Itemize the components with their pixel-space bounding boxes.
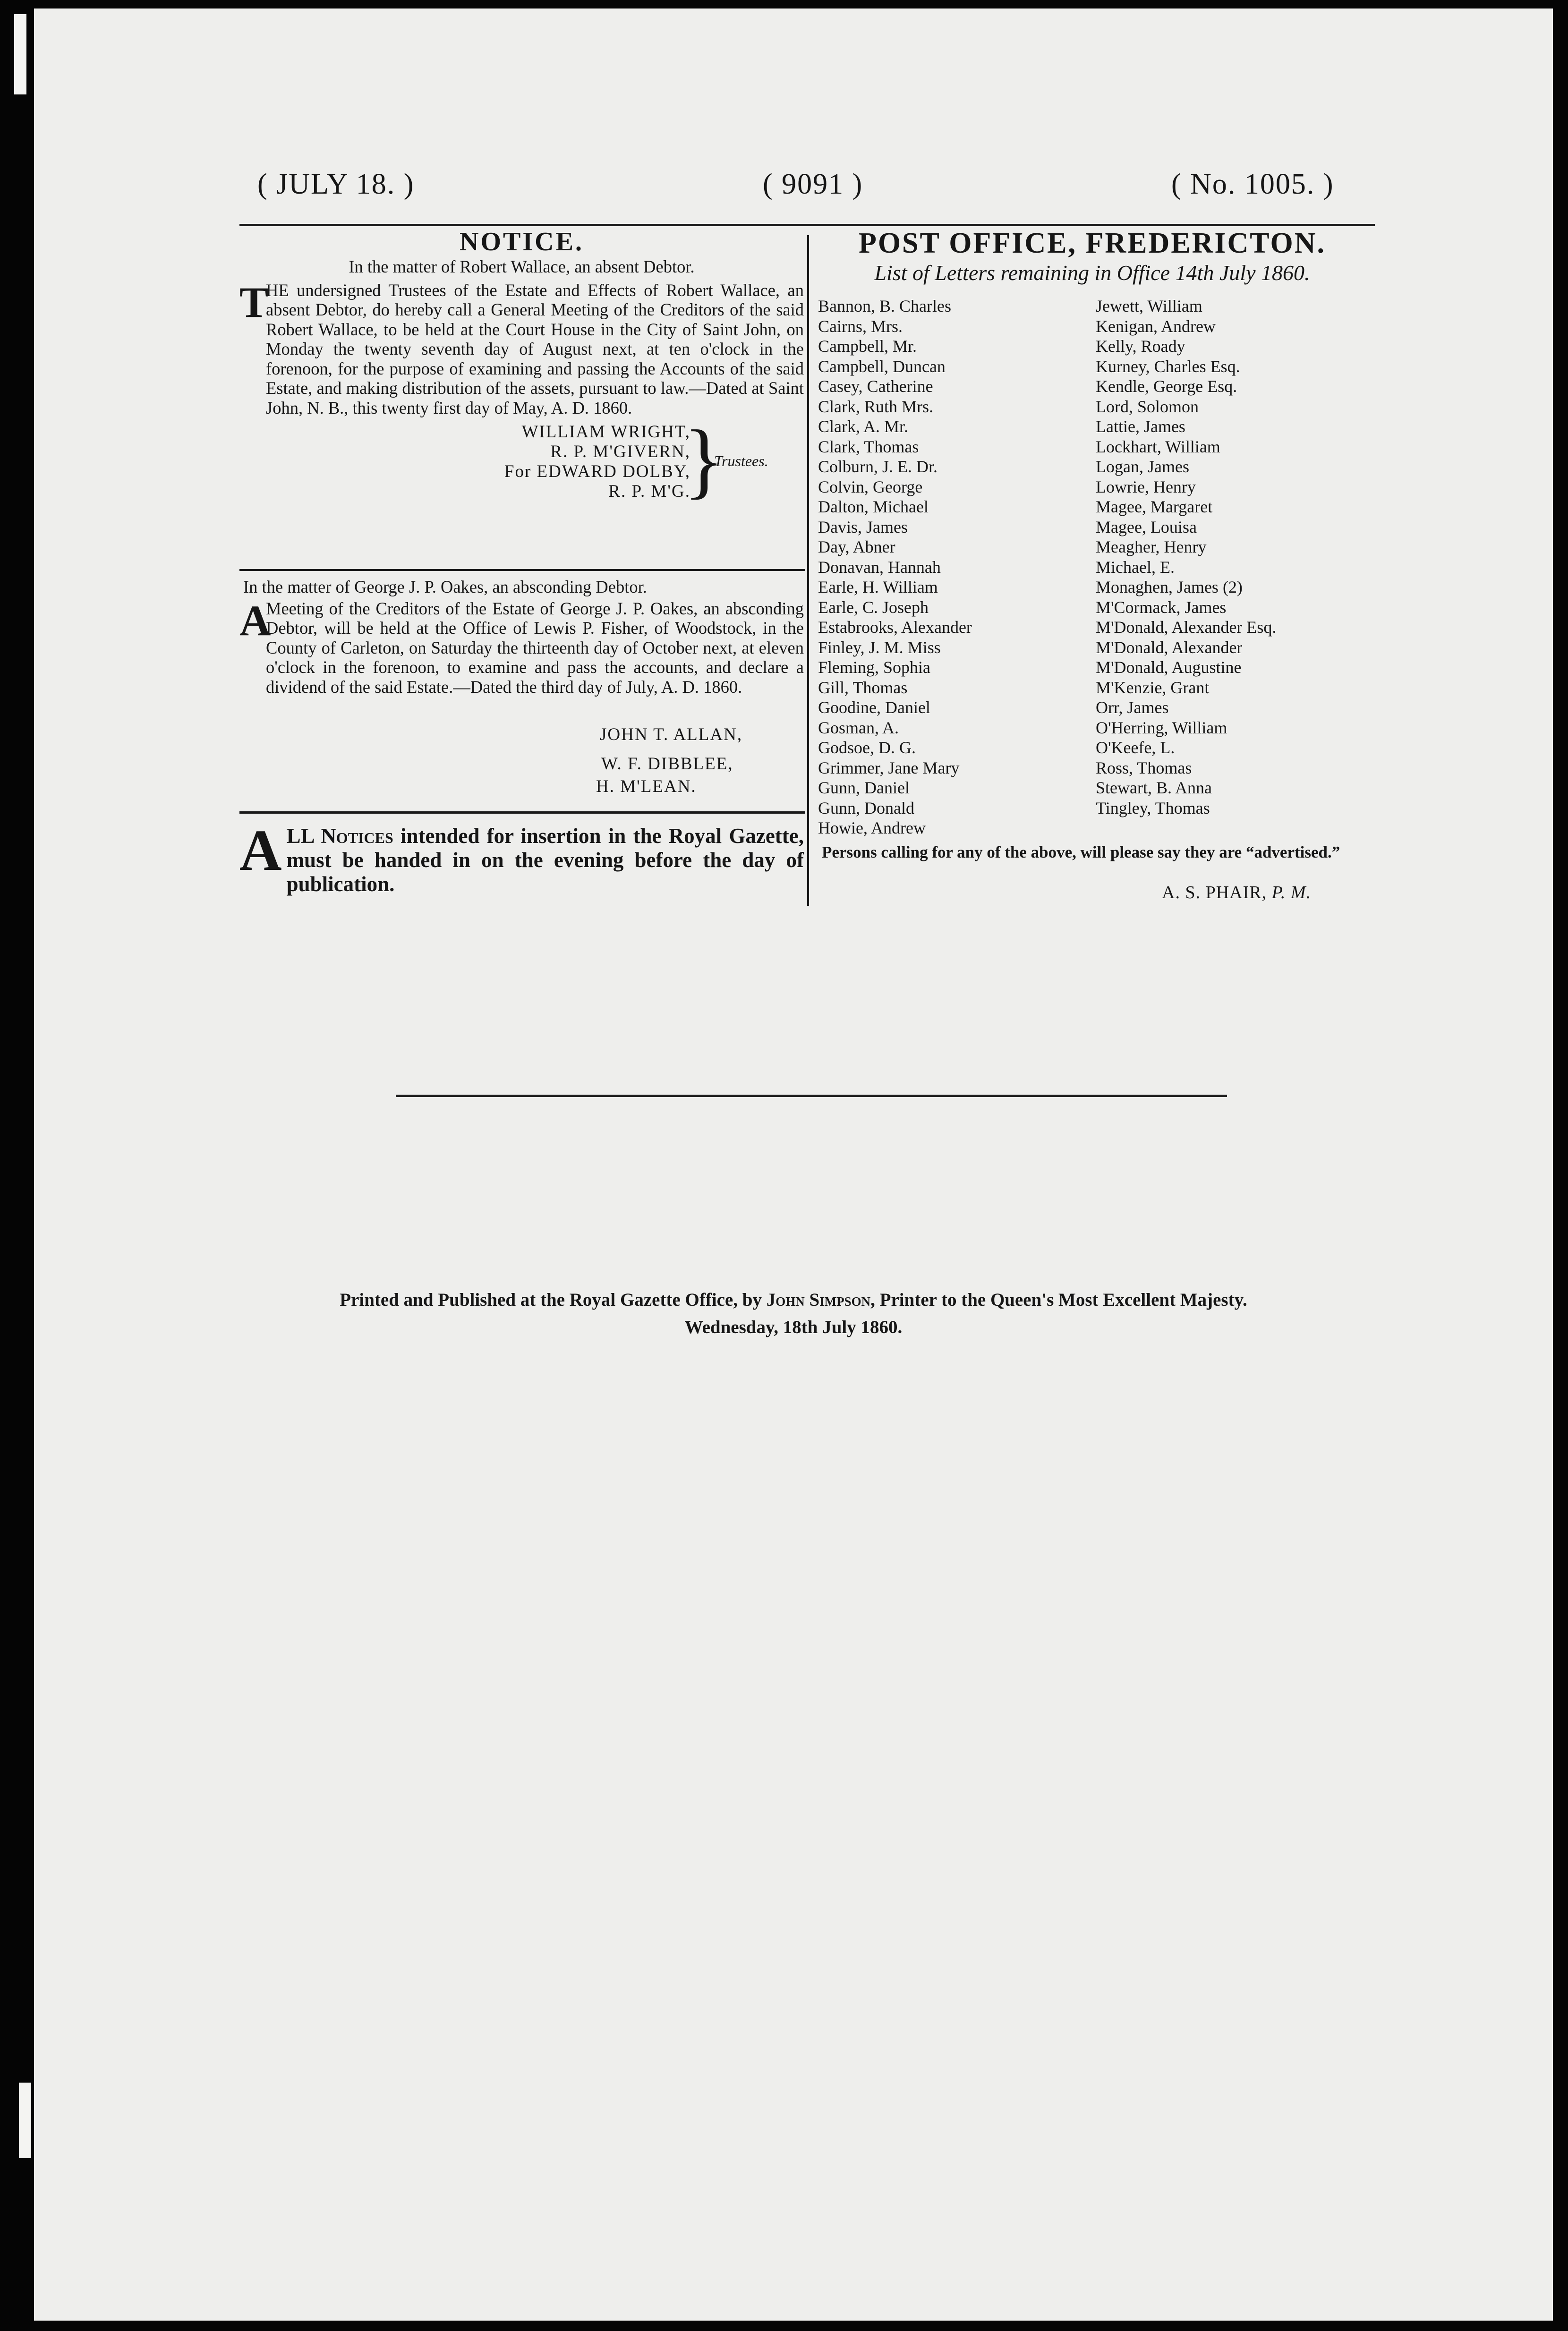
left-column [239, 227, 804, 507]
letter-recipient: M'Donald, Alexander [1096, 638, 1243, 657]
letter-recipient: Tingley, Thomas [1096, 798, 1210, 817]
letters-list-right [1096, 296, 1276, 818]
letter-recipient: Jewett, William [1096, 297, 1202, 315]
letter-recipient: Gunn, Daniel [818, 778, 910, 797]
footer-rule [396, 1095, 1227, 1097]
letter-recipient: Finley, J. M. Miss [818, 638, 941, 657]
letter-recipient: Michael, E. [1096, 557, 1175, 577]
letter-recipient: Kelly, Roady [1096, 337, 1185, 356]
notice-divider [239, 569, 805, 571]
scan-edge-mark [19, 2083, 31, 2158]
letter-recipient: Clark, Ruth Mrs. [818, 397, 934, 416]
letter-recipient: Gosman, A. [818, 718, 899, 737]
letter-recipient: Logan, James [1096, 457, 1189, 476]
letter-recipient: Fleming, Sophia [818, 658, 931, 677]
letter-recipient: Earle, C. Joseph [818, 597, 929, 617]
letter-recipient: Magee, Louisa [1096, 517, 1197, 536]
printer-name: John Simpson [766, 1290, 871, 1310]
notice-oakes [239, 577, 804, 697]
notice-matter: In the matter of George J. P. Oakes, an absconding Debtor. [243, 577, 647, 596]
notice-matter: In the matter of Robert Wallace, an absent Debtor. [349, 257, 695, 276]
imprint-line [264, 1286, 1322, 1314]
letter-recipient: Gunn, Donald [818, 798, 914, 817]
notice-lead-smallcaps: Notices [321, 824, 393, 848]
letter-recipient: Lowrie, Henry [1096, 477, 1196, 496]
drop-cap: T [239, 278, 269, 326]
signatory-name: W. F. DIBBLEE, [601, 754, 733, 774]
letter-recipient: O'Herring, William [1096, 718, 1227, 737]
signatory-name: JOHN T. ALLAN, [600, 725, 743, 744]
trustee-name: For EDWARD DOLBY, [504, 462, 690, 481]
header-issue-number: ( No. 1005. ) [1171, 168, 1334, 200]
letter-recipient: O'Keefe, L. [1096, 738, 1175, 757]
letter-recipient: Lockhart, William [1096, 437, 1220, 456]
letter-recipient: Dalton, Michael [818, 497, 929, 516]
letter-recipient: Kendle, George Esq. [1096, 377, 1237, 396]
imprint [264, 1286, 1322, 1341]
letter-recipient: Goodine, Daniel [818, 698, 930, 717]
letter-recipient: M'Kenzie, Grant [1096, 678, 1210, 697]
trustees-label: Trustees. [714, 452, 768, 469]
letter-recipient: Earle, H. William [818, 578, 938, 596]
trustee-name: R. P. M'G. [608, 482, 690, 501]
letter-recipient: Day, Abner [818, 537, 895, 556]
post-office-instructions: Persons calling for any of the above, will please say they are “advertised.” [822, 843, 1340, 861]
letter-recipient: Bannon, B. Charles [818, 297, 951, 315]
letter-recipient: Ross, Thomas [1096, 758, 1192, 777]
trustees-signature-block [239, 413, 804, 507]
trustee-name: R. P. M'GIVERN, [550, 442, 690, 461]
letter-recipient: Campbell, Mr. [818, 337, 917, 356]
notice-body [239, 596, 804, 697]
trustee-name: WILLIAM WRIGHT, [521, 422, 690, 442]
notice-body-text: Meeting of the Creditors of the Estate of George J. P. Oakes, an absconding Debtor, will be held at the Office of Lewis P. Fisher, of Woodstock, in the County of Carleton, on Saturday the thirteenth day of October next, at eleven o'clock in the forenoon, to examine and pass the accounts, and declare a dividend of the said Estate.—Dated the third day of July, A. D. 1860. [266, 598, 804, 697]
header-page-number: ( 9091 ) [763, 168, 863, 200]
letter-recipient: Monaghen, James (2) [1096, 578, 1243, 596]
letter-recipient: Clark, A. Mr. [818, 417, 909, 436]
notice-body-text: HE undersigned Trustees of the Estate and Effects of Robert Wallace, an absent Debtor, do hereby call a General Meeting of the Creditors of the said Robert Wallace, to be held at the Court House in the City of Saint John, on Monday the twenty seventh day of August next, at ten o'clock in the forenoon, for the purpose of examining and passing the Accounts of the said Estate, and making distribution of the assets, pursuant to law.—Dated at Saint John, N. B., this twenty first day of May, A. D. 1860. [266, 280, 804, 417]
brace-glyph: } [683, 413, 724, 507]
letter-recipient: Campbell, Duncan [818, 357, 946, 376]
letter-recipient: Casey, Catherine [818, 377, 933, 396]
post-office-title: POST OFFICE, FREDERICTON. [858, 227, 1326, 259]
notice-lead: LL [286, 824, 314, 848]
royal-gazette-notice [239, 818, 804, 896]
postmaster-title: P. M. [1271, 883, 1312, 902]
notice-body-text: intended for insertion in the Royal Gazette, must be handed in on the evening before the day of publication. [286, 824, 804, 896]
notice-divider [239, 811, 805, 814]
header-rule [239, 224, 1375, 226]
letter-recipient: M'Donald, Augustine [1096, 658, 1242, 677]
imprint-text: Printed and Published at the Royal Gazette Office, by [340, 1290, 762, 1310]
letter-recipient: Orr, James [1096, 698, 1169, 717]
letter-recipient: M'Cormack, James [1096, 597, 1227, 617]
postmaster-signature [1162, 882, 1311, 903]
letter-recipient: Clark, Thomas [818, 437, 919, 456]
letters-list-left [818, 296, 972, 838]
letter-recipient: M'Donald, Alexander Esq. [1096, 618, 1277, 637]
notice-title: NOTICE. [460, 227, 584, 256]
signatory-name: H. M'LEAN. [596, 777, 697, 796]
letter-recipient: Donavan, Hannah [818, 557, 941, 577]
scan-edge-mark [14, 14, 26, 94]
letter-recipient: Colvin, George [818, 477, 923, 496]
letter-recipient: Estabrooks, Alexander [818, 618, 972, 637]
column-divider [807, 235, 809, 906]
letter-recipient: Stewart, B. Anna [1096, 778, 1212, 797]
post-office-subtitle: List of Letters remaining in Office 14th July 1860. [874, 261, 1310, 285]
drop-cap: A [239, 818, 282, 883]
letter-recipient: Lattie, James [1096, 417, 1185, 436]
imprint-date: Wednesday, 18th July 1860. [684, 1317, 903, 1337]
letter-recipient: Gill, Thomas [818, 678, 908, 697]
letter-recipient: Grimmer, Jane Mary [818, 758, 960, 777]
letter-recipient: Kenigan, Andrew [1096, 316, 1216, 336]
header-date: ( JULY 18. ) [257, 168, 415, 200]
letter-recipient: Magee, Margaret [1096, 497, 1213, 516]
letter-recipient: Cairns, Mrs. [818, 316, 903, 336]
imprint-text: , Printer to the Queen's Most Excellent Majesty. [870, 1290, 1247, 1310]
letter-recipient: Kurney, Charles Esq. [1096, 357, 1240, 376]
drop-cap: A [239, 596, 271, 645]
page-header [257, 168, 1367, 205]
letter-recipient: Godsoe, D. G. [818, 738, 916, 757]
letter-recipient: Davis, James [818, 517, 908, 536]
letter-recipient: Howie, Andrew [818, 818, 926, 837]
letter-recipient: Colburn, J. E. Dr. [818, 457, 938, 476]
letter-recipient: Lord, Solomon [1096, 397, 1199, 416]
post-office-column [810, 227, 1374, 286]
letter-recipient: Meagher, Henry [1096, 537, 1207, 556]
postmaster-name: A. S. PHAIR, [1162, 883, 1267, 902]
notice-body [239, 278, 804, 418]
